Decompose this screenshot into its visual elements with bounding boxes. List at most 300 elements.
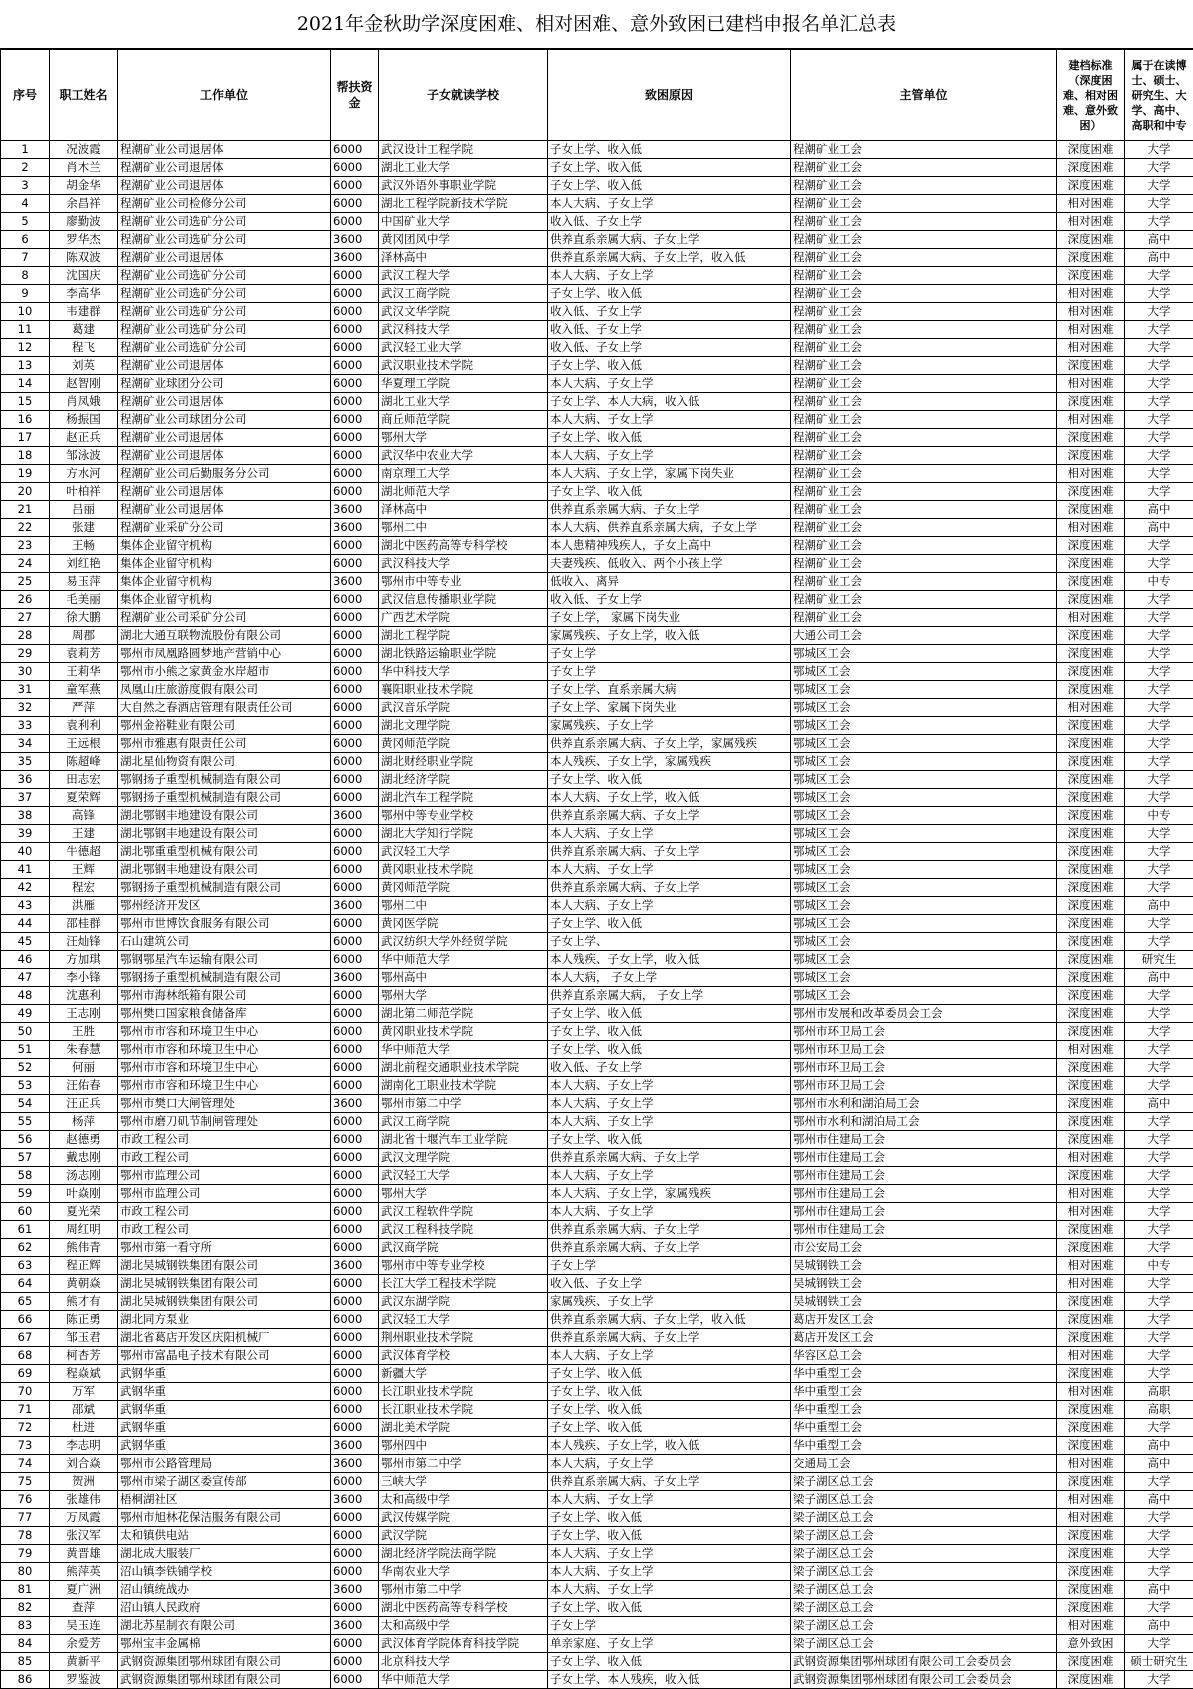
cell-school: 湖北师范大学 bbox=[379, 483, 548, 501]
cell-education: 大学 bbox=[1125, 879, 1193, 897]
cell-seq: 32 bbox=[1, 699, 50, 717]
cell-workplace: 梧桐湖社区 bbox=[118, 1491, 331, 1509]
cell-name: 周红明 bbox=[50, 1221, 118, 1239]
cell-supervisor: 鄂城区工会 bbox=[791, 897, 1057, 915]
cell-name: 邹玉君 bbox=[50, 1329, 118, 1347]
cell-education: 大学 bbox=[1125, 1077, 1193, 1095]
cell-supervisor: 鄂城区工会 bbox=[791, 843, 1057, 861]
cell-seq: 39 bbox=[1, 825, 50, 843]
cell-education: 大学 bbox=[1125, 1203, 1193, 1221]
cell-education: 大学 bbox=[1125, 1527, 1193, 1545]
cell-funds: 3600 bbox=[331, 519, 379, 537]
cell-workplace: 程潮矿业公司选矿分公司 bbox=[118, 303, 331, 321]
cell-standard: 相对困难 bbox=[1057, 1275, 1125, 1293]
cell-school: 湖北经济学院法商学院 bbox=[379, 1545, 548, 1563]
cell-funds: 6000 bbox=[331, 1113, 379, 1131]
cell-standard: 深度困难 bbox=[1057, 231, 1125, 249]
cell-seq: 25 bbox=[1, 573, 50, 591]
document-title: 2021年金秋助学深度困难、相对困难、意外致困已建档申报名单汇总表 bbox=[0, 0, 1193, 49]
cell-workplace: 鄂州市监理公司 bbox=[118, 1167, 331, 1185]
cell-name: 方加琪 bbox=[50, 951, 118, 969]
cell-funds: 3600 bbox=[331, 1257, 379, 1275]
cell-school: 武汉科技大学 bbox=[379, 555, 548, 573]
cell-seq: 63 bbox=[1, 1257, 50, 1275]
cell-supervisor: 鄂州市住建局工会 bbox=[791, 1149, 1057, 1167]
header-education: 属于在读博士、硕士、研究生、大学、高中、高职和中专 bbox=[1125, 50, 1193, 141]
cell-standard: 深度困难 bbox=[1057, 1167, 1125, 1185]
cell-supervisor: 梁子湖区总工会 bbox=[791, 1473, 1057, 1491]
table-row bbox=[1, 1221, 1193, 1239]
cell-seq: 23 bbox=[1, 537, 50, 555]
cell-reason: 本人大病、子女上学 bbox=[548, 1347, 791, 1365]
cell-school: 鄂州高中 bbox=[379, 969, 548, 987]
cell-education: 大学 bbox=[1125, 681, 1193, 699]
table-row bbox=[1, 699, 1193, 717]
cell-seq: 68 bbox=[1, 1347, 50, 1365]
cell-name: 肖木兰 bbox=[50, 159, 118, 177]
cell-education: 大学 bbox=[1125, 1509, 1193, 1527]
cell-name: 王莉华 bbox=[50, 663, 118, 681]
table-row bbox=[1, 681, 1193, 699]
cell-standard: 深度困难 bbox=[1057, 735, 1125, 753]
table-row bbox=[1, 915, 1193, 933]
cell-education: 大学 bbox=[1125, 411, 1193, 429]
cell-workplace: 鄂州经济开发区 bbox=[118, 897, 331, 915]
cell-supervisor: 鄂州市环卫局工会 bbox=[791, 1077, 1057, 1095]
cell-school: 襄阳职业技术学院 bbox=[379, 681, 548, 699]
cell-standard: 深度困难 bbox=[1057, 1293, 1125, 1311]
cell-reason: 供养直系亲属大病、子女上学 bbox=[548, 1329, 791, 1347]
cell-reason: 供养直系亲属大病、子女上学，收入低 bbox=[548, 1311, 791, 1329]
cell-education: 大学 bbox=[1125, 1473, 1193, 1491]
cell-seq: 18 bbox=[1, 447, 50, 465]
cell-reason: 子女上学 bbox=[548, 663, 791, 681]
cell-education: 高中 bbox=[1125, 1617, 1193, 1635]
table-row bbox=[1, 1437, 1193, 1455]
cell-reason: 供养直系亲属大病， 子女上学 bbox=[548, 987, 791, 1005]
cell-supervisor: 鄂城区工会 bbox=[791, 807, 1057, 825]
cell-reason: 收入低、子女上学 bbox=[548, 1275, 791, 1293]
cell-school: 鄂州市第二中学 bbox=[379, 1455, 548, 1473]
cell-workplace: 湖北鄂钢丰地建设有限公司 bbox=[118, 807, 331, 825]
cell-seq: 86 bbox=[1, 1671, 50, 1689]
cell-workplace: 凤凰山庄旅游度假有限公司 bbox=[118, 681, 331, 699]
cell-funds: 6000 bbox=[331, 591, 379, 609]
table-row bbox=[1, 969, 1193, 987]
cell-standard: 相对困难 bbox=[1057, 1149, 1125, 1167]
cell-funds: 6000 bbox=[331, 1041, 379, 1059]
cell-reason: 收入低、子女上学 bbox=[548, 1059, 791, 1077]
cell-standard: 深度困难 bbox=[1057, 393, 1125, 411]
cell-workplace: 沼山镇人民政府 bbox=[118, 1599, 331, 1617]
cell-name: 廖勤波 bbox=[50, 213, 118, 231]
cell-standard: 深度困难 bbox=[1057, 1131, 1125, 1149]
cell-seq: 19 bbox=[1, 465, 50, 483]
cell-reason: 本人大病、子女上学 bbox=[548, 1203, 791, 1221]
cell-workplace: 武钢资源集团鄂州球团有限公司 bbox=[118, 1671, 331, 1689]
cell-reason: 供养直系亲属大病、子女上学 bbox=[548, 843, 791, 861]
cell-funds: 6000 bbox=[331, 1311, 379, 1329]
cell-school: 广西艺术学院 bbox=[379, 609, 548, 627]
cell-workplace: 太和镇供电站 bbox=[118, 1527, 331, 1545]
cell-education: 高中 bbox=[1125, 519, 1193, 537]
cell-name: 熊伟青 bbox=[50, 1239, 118, 1257]
cell-name: 何丽 bbox=[50, 1059, 118, 1077]
cell-funds: 6000 bbox=[331, 483, 379, 501]
cell-education: 高中 bbox=[1125, 1581, 1193, 1599]
cell-education: 大学 bbox=[1125, 141, 1193, 159]
cell-name: 夏荣辉 bbox=[50, 789, 118, 807]
cell-school: 武汉轻工大学 bbox=[379, 1311, 548, 1329]
cell-name: 胡金华 bbox=[50, 177, 118, 195]
cell-reason: 本人大病、子女上学 bbox=[548, 1077, 791, 1095]
cell-education: 大学 bbox=[1125, 663, 1193, 681]
cell-supervisor: 鄂城区工会 bbox=[791, 735, 1057, 753]
cell-funds: 3600 bbox=[331, 1617, 379, 1635]
cell-education: 中专 bbox=[1125, 1257, 1193, 1275]
cell-education: 大学 bbox=[1125, 933, 1193, 951]
cell-name: 戴忠刚 bbox=[50, 1149, 118, 1167]
cell-name: 叶焱刚 bbox=[50, 1185, 118, 1203]
cell-reason: 本人大病、子女上学 bbox=[548, 411, 791, 429]
cell-education: 大学 bbox=[1125, 753, 1193, 771]
cell-supervisor: 鄂城区工会 bbox=[791, 879, 1057, 897]
cell-reason: 子女上学、收入低 bbox=[548, 1653, 791, 1671]
cell-standard: 深度困难 bbox=[1057, 573, 1125, 591]
cell-standard: 深度困难 bbox=[1057, 1005, 1125, 1023]
cell-school: 湖北汽车工程学院 bbox=[379, 789, 548, 807]
cell-supervisor: 程潮矿业工会 bbox=[791, 591, 1057, 609]
table-row bbox=[1, 987, 1193, 1005]
cell-seq: 45 bbox=[1, 933, 50, 951]
cell-education: 大学 bbox=[1125, 1023, 1193, 1041]
cell-supervisor: 程潮矿业工会 bbox=[791, 285, 1057, 303]
cell-reason: 子女上学 bbox=[548, 1617, 791, 1635]
cell-reason: 供养直系亲属大病、子女上学 bbox=[548, 231, 791, 249]
cell-name: 叶柏祥 bbox=[50, 483, 118, 501]
cell-education: 高中 bbox=[1125, 1437, 1193, 1455]
cell-name: 牛德超 bbox=[50, 843, 118, 861]
cell-supervisor: 吴城钢铁工会 bbox=[791, 1257, 1057, 1275]
table-row bbox=[1, 573, 1193, 591]
cell-name: 张建 bbox=[50, 519, 118, 537]
cell-name: 洪雁 bbox=[50, 897, 118, 915]
cell-standard: 相对困难 bbox=[1057, 1617, 1125, 1635]
cell-workplace: 程潮矿业公司选矿分公司 bbox=[118, 231, 331, 249]
cell-reason: 本人大病、子女上学 bbox=[548, 1563, 791, 1581]
cell-reason: 子女上学 bbox=[548, 1257, 791, 1275]
cell-standard: 深度困难 bbox=[1057, 1671, 1125, 1689]
cell-standard: 深度困难 bbox=[1057, 879, 1125, 897]
cell-school: 武汉轻工大学 bbox=[379, 843, 548, 861]
cell-name: 万凤霞 bbox=[50, 1509, 118, 1527]
cell-reason: 子女上学、收入低 bbox=[548, 285, 791, 303]
table-row bbox=[1, 1203, 1193, 1221]
cell-name: 徐大鹏 bbox=[50, 609, 118, 627]
cell-seq: 20 bbox=[1, 483, 50, 501]
cell-funds: 6000 bbox=[331, 681, 379, 699]
cell-seq: 22 bbox=[1, 519, 50, 537]
cell-supervisor: 梁子湖区总工会 bbox=[791, 1581, 1057, 1599]
cell-school: 武汉学院 bbox=[379, 1527, 548, 1545]
cell-workplace: 程潮矿业公司选矿分公司 bbox=[118, 285, 331, 303]
cell-seq: 24 bbox=[1, 555, 50, 573]
table-row bbox=[1, 1347, 1193, 1365]
cell-school: 华中科技大学 bbox=[379, 663, 548, 681]
cell-funds: 6000 bbox=[331, 951, 379, 969]
cell-seq: 42 bbox=[1, 879, 50, 897]
cell-name: 周郡 bbox=[50, 627, 118, 645]
cell-reason: 本人大病、子女上学 bbox=[548, 267, 791, 285]
cell-supervisor: 市公安局工会 bbox=[791, 1239, 1057, 1257]
cell-standard: 相对困难 bbox=[1057, 609, 1125, 627]
cell-seq: 46 bbox=[1, 951, 50, 969]
cell-education: 大学 bbox=[1125, 159, 1193, 177]
cell-standard: 深度困难 bbox=[1057, 483, 1125, 501]
cell-reason: 子女上学、收入低 bbox=[548, 1365, 791, 1383]
cell-education: 大学 bbox=[1125, 1311, 1193, 1329]
cell-standard: 深度困难 bbox=[1057, 1077, 1125, 1095]
cell-standard: 相对困难 bbox=[1057, 303, 1125, 321]
cell-education: 大学 bbox=[1125, 555, 1193, 573]
cell-supervisor: 程潮矿业工会 bbox=[791, 411, 1057, 429]
cell-standard: 深度困难 bbox=[1057, 1329, 1125, 1347]
table-row bbox=[1, 1401, 1193, 1419]
cell-supervisor: 鄂城区工会 bbox=[791, 717, 1057, 735]
table-row bbox=[1, 519, 1193, 537]
cell-school: 湖北铁路运输职业学院 bbox=[379, 645, 548, 663]
cell-workplace: 程潮矿业公司采矿分公司 bbox=[118, 609, 331, 627]
cell-funds: 3600 bbox=[331, 1581, 379, 1599]
cell-education: 大学 bbox=[1125, 1365, 1193, 1383]
cell-education: 大学 bbox=[1125, 717, 1193, 735]
cell-workplace: 湖北鄂钢丰地建设有限公司 bbox=[118, 861, 331, 879]
cell-funds: 6000 bbox=[331, 987, 379, 1005]
table-row bbox=[1, 1059, 1193, 1077]
cell-workplace: 程潮矿业公司退居体 bbox=[118, 159, 331, 177]
cell-standard: 深度困难 bbox=[1057, 969, 1125, 987]
cell-reason: 子女上学、收入低 bbox=[548, 159, 791, 177]
cell-school: 鄂州中等专业学校 bbox=[379, 807, 548, 825]
cell-standard: 深度困难 bbox=[1057, 807, 1125, 825]
cell-reason: 子女上学、收入低 bbox=[548, 1401, 791, 1419]
table-row bbox=[1, 1239, 1193, 1257]
cell-standard: 相对困难 bbox=[1057, 1509, 1125, 1527]
cell-standard: 相对困难 bbox=[1057, 699, 1125, 717]
cell-standard: 相对困难 bbox=[1057, 1383, 1125, 1401]
cell-seq: 81 bbox=[1, 1581, 50, 1599]
cell-workplace: 鄂州市市容和环境卫生中心 bbox=[118, 1077, 331, 1095]
cell-reason: 家属残疾、子女上学 bbox=[548, 1293, 791, 1311]
cell-seq: 65 bbox=[1, 1293, 50, 1311]
cell-standard: 相对困难 bbox=[1057, 1203, 1125, 1221]
cell-education: 大学 bbox=[1125, 303, 1193, 321]
cell-funds: 6000 bbox=[331, 285, 379, 303]
cell-seq: 34 bbox=[1, 735, 50, 753]
cell-reason: 子女上学、 bbox=[548, 933, 791, 951]
table-row bbox=[1, 897, 1193, 915]
cell-seq: 41 bbox=[1, 861, 50, 879]
cell-standard: 深度困难 bbox=[1057, 1437, 1125, 1455]
cell-supervisor: 武钢资源集团鄂州球团有限公司工会委员会 bbox=[791, 1653, 1057, 1671]
cell-seq: 60 bbox=[1, 1203, 50, 1221]
cell-seq: 7 bbox=[1, 249, 50, 267]
cell-reason: 本人大病、供养直系亲属大病，子女上学 bbox=[548, 519, 791, 537]
cell-school: 武汉体育学院体育科技学院 bbox=[379, 1635, 548, 1653]
cell-workplace: 程潮矿业采矿分公司 bbox=[118, 519, 331, 537]
cell-funds: 6000 bbox=[331, 1239, 379, 1257]
cell-standard: 深度困难 bbox=[1057, 933, 1125, 951]
cell-school: 湖北财经职业学院 bbox=[379, 753, 548, 771]
cell-name: 程飞 bbox=[50, 339, 118, 357]
cell-school: 武汉体育学校 bbox=[379, 1347, 548, 1365]
cell-seq: 35 bbox=[1, 753, 50, 771]
cell-school: 黄冈团风中学 bbox=[379, 231, 548, 249]
cell-name: 王胜 bbox=[50, 1023, 118, 1041]
cell-workplace: 鄂州市樊口大闸管理处 bbox=[118, 1095, 331, 1113]
cell-workplace: 鄂州市旭林花保洁服务有限公司 bbox=[118, 1509, 331, 1527]
cell-seq: 44 bbox=[1, 915, 50, 933]
cell-name: 杨振国 bbox=[50, 411, 118, 429]
cell-name: 吴玉连 bbox=[50, 1617, 118, 1635]
cell-school: 太和高级中学 bbox=[379, 1491, 548, 1509]
cell-workplace: 武钢华重 bbox=[118, 1401, 331, 1419]
cell-workplace: 程潮矿业公司退居体 bbox=[118, 249, 331, 267]
cell-workplace: 鄂钢扬子重型机械制造有限公司 bbox=[118, 789, 331, 807]
cell-education: 研究生 bbox=[1125, 951, 1193, 969]
cell-standard: 深度困难 bbox=[1057, 1095, 1125, 1113]
cell-education: 大学 bbox=[1125, 1599, 1193, 1617]
table-row bbox=[1, 771, 1193, 789]
cell-education: 大学 bbox=[1125, 843, 1193, 861]
cell-education: 高中 bbox=[1125, 1095, 1193, 1113]
cell-seq: 31 bbox=[1, 681, 50, 699]
cell-workplace: 沼山镇统战办 bbox=[118, 1581, 331, 1599]
cell-school: 黄冈职业技术学院 bbox=[379, 861, 548, 879]
table-row bbox=[1, 429, 1193, 447]
cell-school: 北京科技大学 bbox=[379, 1653, 548, 1671]
table-row bbox=[1, 501, 1193, 519]
cell-name: 方水河 bbox=[50, 465, 118, 483]
cell-funds: 6000 bbox=[331, 537, 379, 555]
cell-name: 程焱斌 bbox=[50, 1365, 118, 1383]
cell-funds: 6000 bbox=[331, 555, 379, 573]
cell-reason: 本人大病、子女上学 bbox=[548, 195, 791, 213]
cell-seq: 4 bbox=[1, 195, 50, 213]
cell-funds: 6000 bbox=[331, 627, 379, 645]
cell-workplace: 程潮矿业公司球团分公司 bbox=[118, 411, 331, 429]
cell-seq: 62 bbox=[1, 1239, 50, 1257]
cell-school: 湖北工业大学 bbox=[379, 159, 548, 177]
cell-education: 大学 bbox=[1125, 591, 1193, 609]
cell-school: 武汉文理学院 bbox=[379, 1149, 548, 1167]
cell-education: 大学 bbox=[1125, 1671, 1193, 1689]
cell-funds: 6000 bbox=[331, 699, 379, 717]
cell-supervisor: 鄂州市水利和湖泊局工会 bbox=[791, 1113, 1057, 1131]
cell-education: 高中 bbox=[1125, 501, 1193, 519]
cell-education: 大学 bbox=[1125, 195, 1193, 213]
cell-name: 赵正兵 bbox=[50, 429, 118, 447]
table-row bbox=[1, 1455, 1193, 1473]
cell-school: 三峡大学 bbox=[379, 1473, 548, 1491]
cell-name: 邹泳波 bbox=[50, 447, 118, 465]
cell-standard: 深度困难 bbox=[1057, 249, 1125, 267]
cell-supervisor: 鄂城区工会 bbox=[791, 915, 1057, 933]
cell-education: 大学 bbox=[1125, 1149, 1193, 1167]
cell-reason: 收入低、子女上学 bbox=[548, 303, 791, 321]
cell-funds: 6000 bbox=[331, 1527, 379, 1545]
cell-funds: 6000 bbox=[331, 1545, 379, 1563]
cell-workplace: 湖北同方泵业 bbox=[118, 1311, 331, 1329]
table-row bbox=[1, 357, 1193, 375]
cell-name: 邵桂群 bbox=[50, 915, 118, 933]
cell-funds: 6000 bbox=[331, 609, 379, 627]
cell-seq: 58 bbox=[1, 1167, 50, 1185]
cell-funds: 6000 bbox=[331, 465, 379, 483]
cell-workplace: 程潮矿业公司退居体 bbox=[118, 429, 331, 447]
cell-school: 武汉华中农业大学 bbox=[379, 447, 548, 465]
table-row bbox=[1, 339, 1193, 357]
cell-supervisor: 梁子湖区总工会 bbox=[791, 1635, 1057, 1653]
cell-standard: 相对困难 bbox=[1057, 1491, 1125, 1509]
cell-seq: 40 bbox=[1, 843, 50, 861]
cell-standard: 深度困难 bbox=[1057, 159, 1125, 177]
cell-standard: 深度困难 bbox=[1057, 501, 1125, 519]
cell-reason: 本人大病、子女上学 bbox=[548, 375, 791, 393]
cell-seq: 50 bbox=[1, 1023, 50, 1041]
cell-seq: 30 bbox=[1, 663, 50, 681]
cell-funds: 6000 bbox=[331, 1059, 379, 1077]
cell-standard: 深度困难 bbox=[1057, 357, 1125, 375]
cell-seq: 37 bbox=[1, 789, 50, 807]
cell-standard: 相对困难 bbox=[1057, 339, 1125, 357]
cell-seq: 84 bbox=[1, 1635, 50, 1653]
cell-name: 黄晋雄 bbox=[50, 1545, 118, 1563]
cell-reason: 本人大病、子女上学，收入低 bbox=[548, 789, 791, 807]
cell-funds: 6000 bbox=[331, 267, 379, 285]
cell-standard: 深度困难 bbox=[1057, 861, 1125, 879]
cell-education: 大学 bbox=[1125, 375, 1193, 393]
cell-education: 大学 bbox=[1125, 393, 1193, 411]
cell-workplace: 集体企业留守机构 bbox=[118, 591, 331, 609]
cell-reason: 本人大病、子女上学 bbox=[548, 447, 791, 465]
cell-school: 武汉设计工程学院 bbox=[379, 141, 548, 159]
cell-supervisor: 鄂城区工会 bbox=[791, 825, 1057, 843]
cell-funds: 6000 bbox=[331, 1509, 379, 1527]
cell-seq: 29 bbox=[1, 645, 50, 663]
table-row bbox=[1, 789, 1193, 807]
cell-education: 中专 bbox=[1125, 807, 1193, 825]
cell-seq: 67 bbox=[1, 1329, 50, 1347]
cell-seq: 12 bbox=[1, 339, 50, 357]
cell-workplace: 鄂州市雅惠有限责任公司 bbox=[118, 735, 331, 753]
cell-reason: 子女上学、家属下岗失业 bbox=[548, 699, 791, 717]
cell-reason: 子女上学、收入低 bbox=[548, 141, 791, 159]
summary-table bbox=[0, 49, 1193, 1689]
cell-standard: 深度困难 bbox=[1057, 1527, 1125, 1545]
cell-supervisor: 鄂城区工会 bbox=[791, 969, 1057, 987]
cell-school: 湖北中医药高等专科学校 bbox=[379, 1599, 548, 1617]
cell-supervisor: 鄂州市水利和湖泊局工会 bbox=[791, 1095, 1057, 1113]
cell-standard: 相对困难 bbox=[1057, 213, 1125, 231]
cell-workplace: 鄂钢扬子重型机械制造有限公司 bbox=[118, 969, 331, 987]
cell-school: 鄂州市第二中学 bbox=[379, 1095, 548, 1113]
cell-name: 熊才有 bbox=[50, 1293, 118, 1311]
cell-standard: 深度困难 bbox=[1057, 555, 1125, 573]
cell-seq: 47 bbox=[1, 969, 50, 987]
cell-standard: 深度困难 bbox=[1057, 1365, 1125, 1383]
cell-education: 大学 bbox=[1125, 1329, 1193, 1347]
